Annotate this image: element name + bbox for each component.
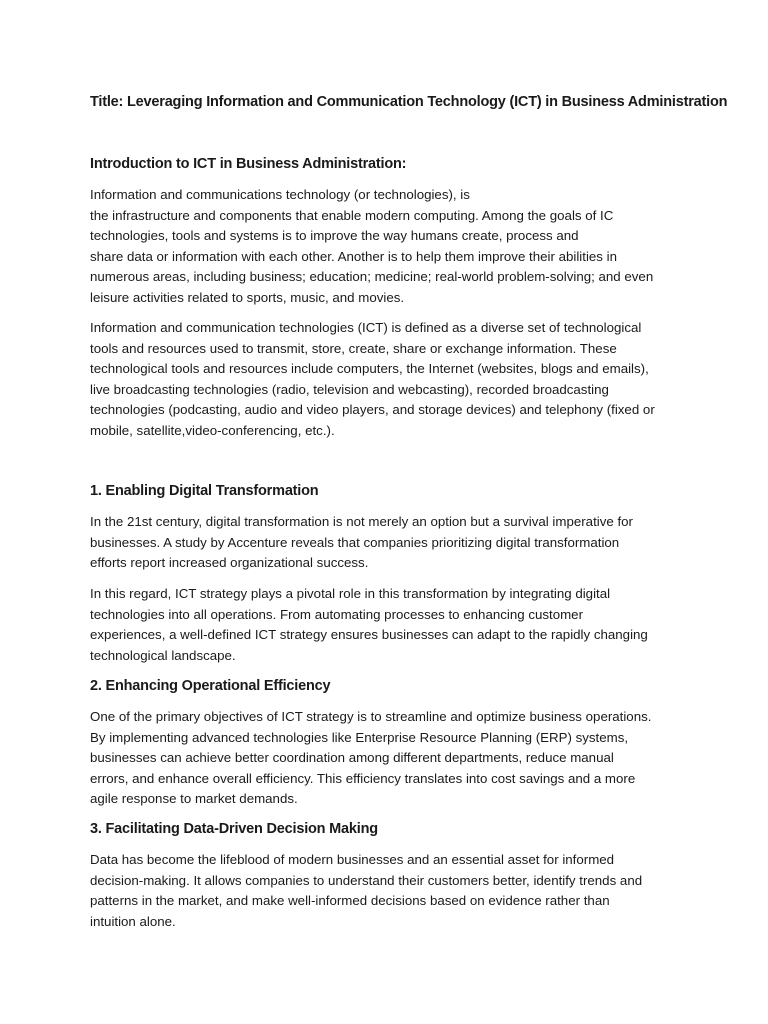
text-line: efforts report increased organizational success. xyxy=(90,555,369,571)
text-line: errors, and enhance overall efficiency. This efficiency translates into cost savings and a more xyxy=(90,770,636,786)
text-line: technologies into all operations. From automating processes to enhancing customer xyxy=(90,606,583,622)
text-line: Data has become the lifeblood of modern businesses and an essential asset for informed xyxy=(90,852,615,867)
section-3-paragraph-1 xyxy=(90,850,680,932)
text-line: technologies (podcasting, audio and video players, and storage devices) and telephony (fixed or xyxy=(90,402,655,418)
text-line: technological tools and resources include computers, the Internet (websites, blogs and emails), xyxy=(90,361,649,377)
text-line: technologies, tools and systems is to improve the way humans create, process and xyxy=(90,228,579,244)
text-line: patterns in the market, and make well-informed decisions based on evidence rather than xyxy=(90,893,610,909)
text-line: Information and communications technology (or technologies), is xyxy=(90,187,470,202)
text-line: intuition alone. xyxy=(90,913,176,929)
section-heading-1: 1. Enabling Digital Transformation xyxy=(90,483,319,499)
section-1-paragraph-1 xyxy=(90,512,680,574)
text-line: agile response to market demands. xyxy=(90,791,298,807)
text-line: mobile, satellite,video-conferencing, etc.). xyxy=(90,422,335,438)
text-line: experiences, a well-defined ICT strategy ensures businesses can adapt to the rapidly changing xyxy=(90,627,648,643)
text-line: Information and communication technologies (ICT) is defined as a diverse set of technological xyxy=(90,320,642,335)
text-line: leisure activities related to sports, music, and movies. xyxy=(90,289,405,305)
section-heading-3: 3. Facilitating Data-Driven Decision Making xyxy=(90,821,378,837)
text-line: technological landscape. xyxy=(90,647,236,663)
text-line: In this regard, ICT strategy plays a pivotal role in this transformation by integrating digital xyxy=(90,586,611,601)
text-line: the infrastructure and components that enable modern computing. Among the goals of IC xyxy=(90,207,614,223)
text-line: share data or information with each other. Another is to help them improve their abilities in xyxy=(90,248,617,264)
document-title: Title: Leveraging Information and Communication Technology (ICT) in Business Administration xyxy=(90,94,728,110)
intro-heading: Introduction to ICT in Business Administration: xyxy=(90,156,407,172)
intro-paragraph-2 xyxy=(90,318,680,442)
text-line: One of the primary objectives of ICT strategy is to streamline and optimize business operations. xyxy=(90,709,652,724)
section-2-paragraph-1 xyxy=(90,707,680,810)
text-line: businesses can achieve better coordination among different departments, reduce manual xyxy=(90,750,614,766)
text-line: live broadcasting technologies (radio, television and webcasting), recorded broadcasting xyxy=(90,381,609,397)
intro-paragraph-1 xyxy=(90,185,680,309)
section-heading-2: 2. Enhancing Operational Efficiency xyxy=(90,678,331,694)
text-line: In the 21st century, digital transformation is not merely an option but a survival imperative for xyxy=(90,514,633,529)
text-line: By implementing advanced technologies like Enterprise Resource Planning (ERP) systems, xyxy=(90,729,629,745)
text-line: numerous areas, including business; education; medicine; real-world problem-solving; and even xyxy=(90,269,654,285)
text-line: decision-making. It allows companies to understand their customers better, identify trends and xyxy=(90,872,643,888)
section-1-paragraph-2 xyxy=(90,584,680,666)
text-line: tools and resources used to transmit, store, create, share or exchange information. These xyxy=(90,340,617,356)
text-line: businesses. A study by Accenture reveals that companies prioritizing digital transformation xyxy=(90,534,620,550)
